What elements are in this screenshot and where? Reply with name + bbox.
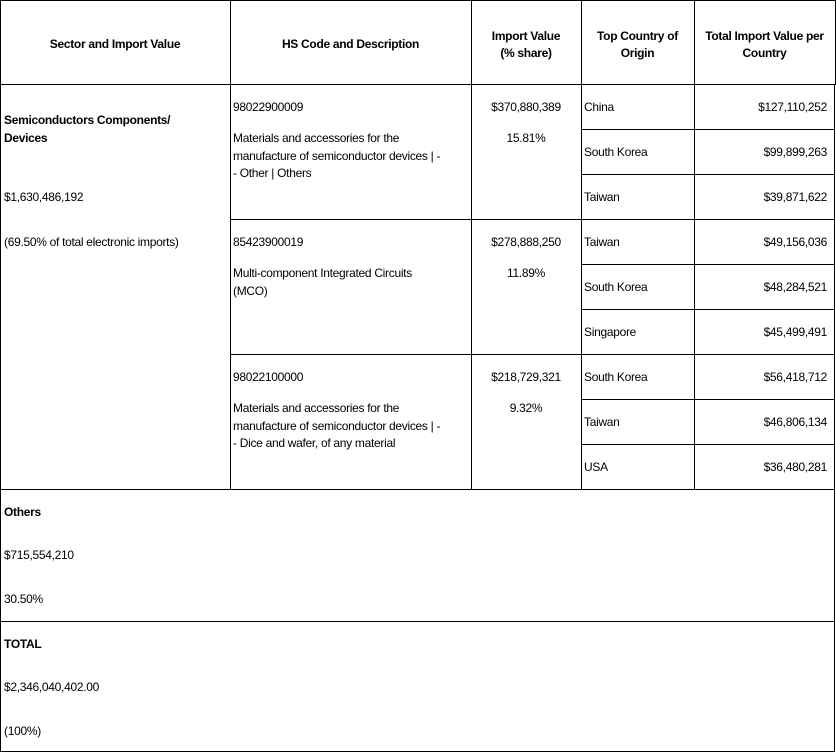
import-share: 9.32%: [509, 401, 543, 415]
hs-code: 85423900019: [233, 235, 304, 249]
country-name: Taiwan: [584, 190, 620, 204]
total-row: [0, 621, 835, 752]
hs-description: - Other | Others: [233, 166, 312, 180]
sector-title: Semiconductors Components/: [4, 113, 171, 127]
sector-title: Devices: [4, 131, 48, 145]
country-value: $45,499,491: [763, 325, 827, 339]
country-name: South Korea: [584, 370, 648, 384]
hs-code: 98022900009: [233, 100, 304, 114]
hs-description: - Dice and wafer, of any material: [233, 436, 396, 450]
country-value: $39,871,622: [763, 190, 827, 204]
others-row: [0, 489, 835, 622]
country-value: $127,110,252: [758, 100, 827, 114]
import-share: 11.89%: [506, 266, 545, 280]
country-name: Taiwan: [584, 235, 620, 249]
hs-description: Materials and accessories for the: [233, 131, 400, 145]
country-name: South Korea: [584, 280, 648, 294]
others-label: Others: [4, 505, 41, 519]
hs-description: manufacture of semiconductor devices | -: [233, 418, 441, 433]
total-value: $2,346,040,402.00: [4, 680, 99, 694]
country-value: $56,418,712: [763, 370, 827, 384]
header-total-per-country: Total Import Value per Country: [705, 29, 824, 60]
others-value: $715,554,210: [4, 548, 74, 562]
country-value: $49,156,036: [763, 235, 827, 249]
header-country: Top Country of Origin: [597, 29, 678, 60]
hs-code: 98022100000: [233, 370, 304, 384]
header-import-value: Import Value (% share): [491, 29, 561, 60]
import-value: $278,888,250: [491, 235, 561, 249]
header-sector: Sector and Import Value: [49, 37, 181, 51]
country-name: China: [584, 100, 614, 114]
country-value: $48,284,521: [763, 280, 827, 294]
country-name: USA: [584, 460, 608, 474]
hs-description: Multi-component Integrated Circuits: [233, 266, 412, 280]
country-value: $99,899,263: [763, 145, 827, 159]
country-value: $46,806,134: [763, 415, 827, 429]
others-share: 30.50%: [4, 592, 43, 606]
total-label: TOTAL: [4, 637, 42, 651]
import-value: $370,880,389: [491, 100, 561, 114]
sector-share: (69.50% of total electronic imports): [4, 235, 179, 249]
import-share: 15.81%: [506, 131, 546, 145]
hs-description: Materials and accessories for the: [233, 401, 400, 415]
hs-description: manufacture of semiconductor devices | -: [233, 148, 441, 163]
country-name: Singapore: [584, 325, 637, 339]
total-share: (100%): [4, 724, 41, 738]
import-value: $218,729,321: [491, 370, 561, 384]
sector-value: $1,630,486,192: [4, 190, 84, 204]
country-value: $36,480,281: [763, 460, 827, 474]
country-name: Taiwan: [584, 415, 620, 429]
header-hs-code: HS Code and Description: [281, 37, 420, 51]
hs-description: (MCO): [233, 283, 268, 298]
country-name: South Korea: [584, 145, 648, 159]
